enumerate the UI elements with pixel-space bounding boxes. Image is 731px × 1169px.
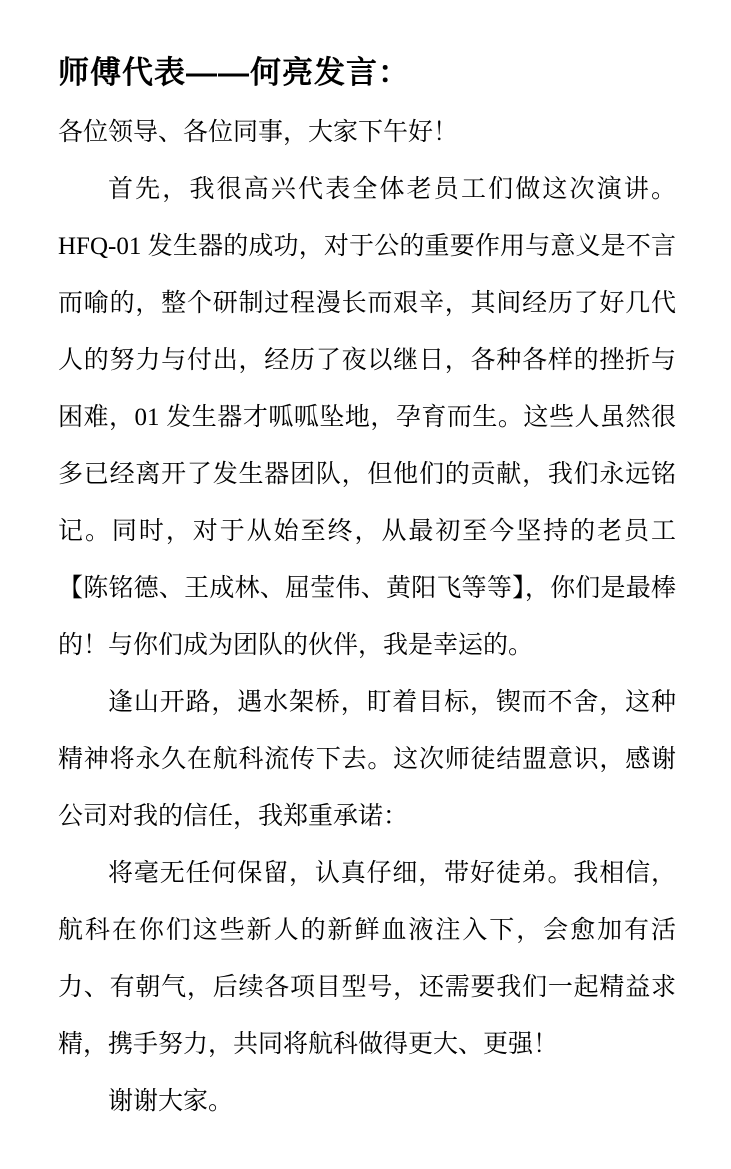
paragraph: 谢谢大家。 bbox=[108, 1088, 234, 1115]
paragraph: 各位领导、各位同事，大家下午好！ bbox=[58, 119, 459, 146]
paragraph: 逢山开路，遇水架桥，盯着目标，锲而不舍，这种精神将永久在航科流传下去。这次师徒结盟意识，感谢公司对我的信任，我郑重承诺： bbox=[58, 689, 676, 830]
paragraph: 首先，我很高兴代表全体老员工们做这次演讲。HFQ-01 发生器的成功，对于公的重要作用与意义是不言而喻的，整个研制过程漫长而艰辛，其间经历了好几代人的努力与付出，经历了夜以继日，各种各样的挫折与困难，01 发生器才呱呱坠地，孕育而生。这些人虽然很多已经离开了发生器团队，但他们的贡献，我们永远铭记。同时，对于从始至终，从最初至今坚持的老员工【陈铭德、王成林、屈莹伟、黄阳飞等等】，你们是最棒的！与你们成为团队的伙伴，我是幸运的。 bbox=[58, 176, 676, 659]
document-body bbox=[58, 104, 676, 1130]
paragraph: 将毫无任何保留，认真仔细，带好徒弟。我相信，航科在你们这些新人的新鲜血液注入下，会愈加有活力、有朝气，后续各项目型号，还需要我们一起精益求精，携手努力，共同将航科做得更大、更强！ bbox=[58, 860, 676, 1058]
document-title: 师傅代表——何亮发言： bbox=[58, 55, 410, 90]
